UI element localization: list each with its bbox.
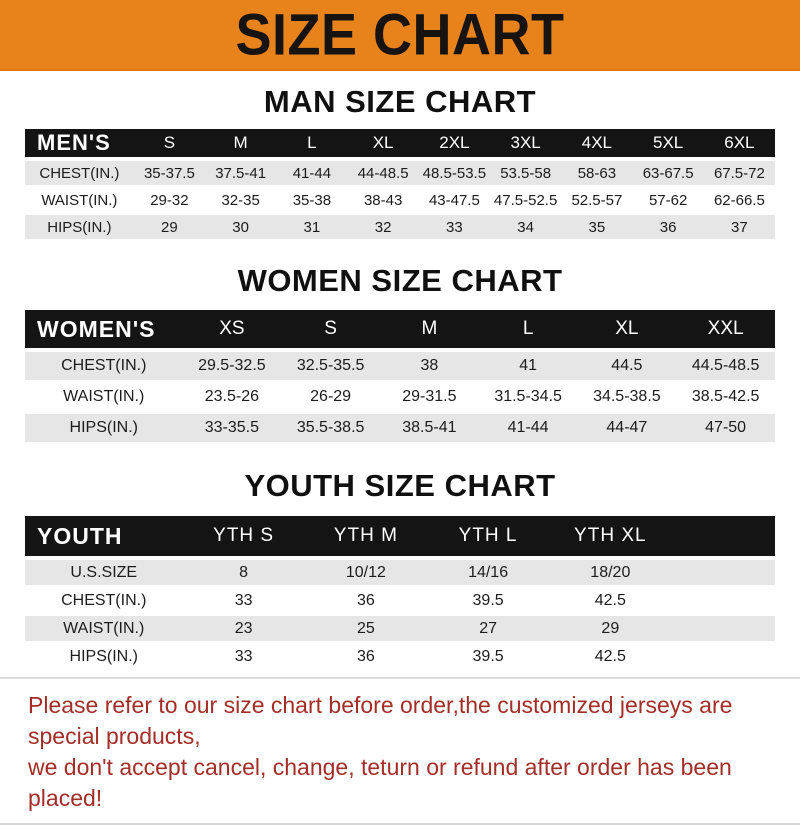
value-cell: 34.5-38.5 [578, 383, 677, 414]
value-cell: 29-31.5 [380, 383, 479, 414]
size-column-header: M [380, 310, 479, 352]
value-cell: 37 [704, 215, 775, 242]
value-cell: 53.5-58 [490, 161, 561, 188]
value-cell: 43-47.5 [419, 188, 490, 215]
footer-note-line2: we don't accept cancel, change, teturn or refund after order has been placed! [28, 754, 732, 811]
value-cell: 31 [276, 215, 347, 242]
value-cell: 38-43 [348, 188, 419, 215]
value-cell: 29-32 [134, 188, 205, 215]
value-cell: 52.5-57 [561, 188, 632, 215]
size-column-header: XL [578, 310, 677, 352]
value-cell: 63-67.5 [633, 161, 704, 188]
value-cell: 29.5-32.5 [183, 352, 282, 383]
size-column-header: YTH M [305, 516, 427, 560]
size-chart-banner [0, 0, 800, 71]
value-cell: 23 [183, 616, 305, 644]
value-cell: 30 [205, 215, 276, 242]
value-cell: 47-50 [676, 414, 775, 445]
table-row [25, 215, 775, 242]
value-cell [671, 644, 775, 672]
row-label: U.S.SIZE [25, 560, 183, 588]
value-cell: 41-44 [479, 414, 578, 445]
table-corner-label: WOMEN'S [25, 310, 183, 352]
value-cell: 38.5-42.5 [676, 383, 775, 414]
row-label: HIPS(IN.) [25, 215, 134, 242]
size-column-header: S [281, 310, 380, 352]
size-column-header: YTH S [183, 516, 305, 560]
value-cell: 39.5 [427, 644, 549, 672]
size-column-header: YTH XL [549, 516, 671, 560]
value-cell: 62-66.5 [704, 188, 775, 215]
value-cell: 31.5-34.5 [479, 383, 578, 414]
value-cell: 35-37.5 [134, 161, 205, 188]
value-cell: 44.5 [578, 352, 677, 383]
women-size-table [25, 310, 775, 445]
value-cell: 35.5-38.5 [281, 414, 380, 445]
value-cell: 39.5 [427, 588, 549, 616]
size-column-header: 5XL [633, 129, 704, 161]
value-cell: 35 [561, 215, 632, 242]
value-cell: 32 [348, 215, 419, 242]
table-row [25, 352, 775, 383]
size-column-header: 3XL [490, 129, 561, 161]
value-cell: 44-47 [578, 414, 677, 445]
row-label: WAIST(IN.) [25, 616, 183, 644]
value-cell: 32.5-35.5 [281, 352, 380, 383]
value-cell: 29 [549, 616, 671, 644]
row-label: WAIST(IN.) [25, 188, 134, 215]
youth-section-heading: YOUTH SIZE CHART [244, 468, 556, 503]
value-cell: 33-35.5 [183, 414, 282, 445]
row-label: CHEST(IN.) [25, 352, 183, 383]
size-column-header: 6XL [704, 129, 775, 161]
value-cell: 48.5-53.5 [419, 161, 490, 188]
value-cell: 8 [183, 560, 305, 588]
table-row [25, 616, 775, 644]
value-cell: 25 [305, 616, 427, 644]
women-section-heading: WOMEN SIZE CHART [237, 263, 563, 298]
value-cell [671, 588, 775, 616]
value-cell: 38.5-41 [380, 414, 479, 445]
size-column-header: 2XL [419, 129, 490, 161]
value-cell: 36 [633, 215, 704, 242]
value-cell: 36 [305, 644, 427, 672]
table-row [25, 414, 775, 445]
size-column-header [671, 516, 775, 560]
row-label: CHEST(IN.) [25, 588, 183, 616]
youth-header-row [25, 516, 775, 560]
value-cell: 14/16 [427, 560, 549, 588]
value-cell: 57-62 [633, 188, 704, 215]
value-cell: 26-29 [281, 383, 380, 414]
men-size-table [25, 129, 775, 242]
table-row [25, 383, 775, 414]
value-cell: 58-63 [561, 161, 632, 188]
row-label: HIPS(IN.) [25, 644, 183, 672]
value-cell: 41 [479, 352, 578, 383]
value-cell: 35-38 [276, 188, 347, 215]
men-header-row [25, 129, 775, 161]
value-cell: 27 [427, 616, 549, 644]
value-cell [671, 616, 775, 644]
size-column-header: XXL [676, 310, 775, 352]
value-cell: 44.5-48.5 [676, 352, 775, 383]
youth-size-table [25, 516, 775, 672]
value-cell: 42.5 [549, 588, 671, 616]
table-row [25, 161, 775, 188]
value-cell: 34 [490, 215, 561, 242]
table-row [25, 644, 775, 672]
size-column-header: 4XL [561, 129, 632, 161]
table-corner-label: YOUTH [25, 516, 183, 560]
table-row [25, 188, 775, 215]
size-column-header: YTH L [427, 516, 549, 560]
value-cell: 42.5 [549, 644, 671, 672]
table-row [25, 588, 775, 616]
size-column-header: M [205, 129, 276, 161]
value-cell: 44-48.5 [348, 161, 419, 188]
size-column-header: L [276, 129, 347, 161]
value-cell: 47.5-52.5 [490, 188, 561, 215]
footer-note [0, 679, 800, 814]
value-cell: 67.5-72 [704, 161, 775, 188]
value-cell: 37.5-41 [205, 161, 276, 188]
value-cell: 32-35 [205, 188, 276, 215]
women-header-row [25, 310, 775, 352]
value-cell: 33 [183, 588, 305, 616]
value-cell: 33 [183, 644, 305, 672]
row-label: CHEST(IN.) [25, 161, 134, 188]
table-corner-label: MEN'S [25, 129, 134, 161]
value-cell: 23.5-26 [183, 383, 282, 414]
footer-note-line1: Please refer to our size chart before order,the customized jerseys are special products, [28, 692, 733, 749]
size-column-header: L [479, 310, 578, 352]
content-area [0, 85, 800, 672]
table-row [25, 560, 775, 588]
banner-title: SIZE CHART [235, 2, 565, 67]
size-column-header: S [134, 129, 205, 161]
value-cell: 29 [134, 215, 205, 242]
row-label: WAIST(IN.) [25, 383, 183, 414]
value-cell: 18/20 [549, 560, 671, 588]
value-cell: 38 [380, 352, 479, 383]
men-section-heading: MAN SIZE CHART [263, 84, 537, 119]
value-cell: 33 [419, 215, 490, 242]
value-cell [671, 560, 775, 588]
value-cell: 36 [305, 588, 427, 616]
value-cell: 41-44 [276, 161, 347, 188]
value-cell: 10/12 [305, 560, 427, 588]
size-column-header: XS [183, 310, 282, 352]
row-label: HIPS(IN.) [25, 414, 183, 445]
size-column-header: XL [348, 129, 419, 161]
